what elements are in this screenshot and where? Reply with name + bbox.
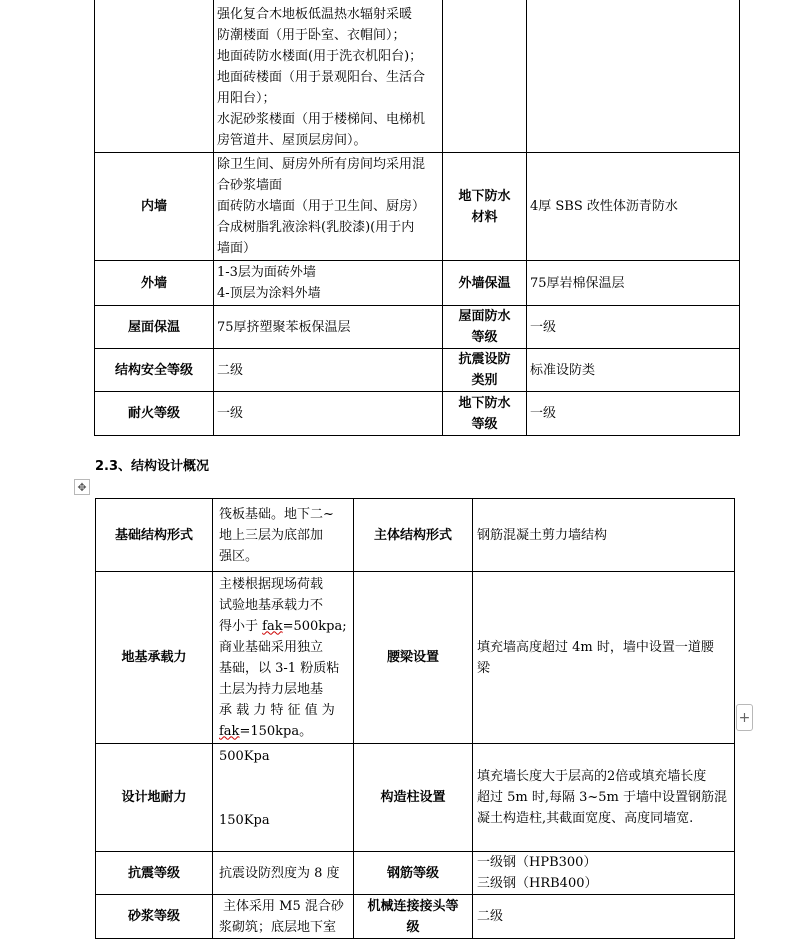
- bearing-capacity-value: [213, 572, 354, 744]
- text-line: [219, 616, 349, 637]
- empty-cell: [95, 0, 214, 153]
- label-line: 地下防水: [458, 188, 511, 204]
- table-row: [96, 895, 735, 939]
- label-line: 等级: [471, 330, 498, 345]
- inner-wall-value: [214, 153, 443, 261]
- table-row: [95, 261, 740, 306]
- structure-design-table: [95, 498, 735, 939]
- label-line: 级: [406, 919, 420, 935]
- outer-wall-value: [214, 261, 443, 306]
- text-line: 防潮楼面（用于卧室、衣帽间）；: [217, 28, 406, 43]
- row-label: 构造柱设置: [354, 744, 473, 852]
- underground-waterproof-grade-value: 一级: [527, 392, 740, 436]
- row-label: 腰梁设置: [354, 572, 473, 744]
- text-line: 除卫生间、厨房外所有房间均采用混: [217, 157, 426, 172]
- empty-cell: [443, 0, 527, 153]
- row-label: 外墙保温: [443, 261, 527, 306]
- seismic-grade-value: 抗震设防烈度为 8 度: [213, 852, 354, 895]
- label-line: 机械连接接头等: [367, 898, 459, 914]
- design-capacity-value: [213, 744, 354, 852]
- text-line: 基础，以 3-1 粉质粘: [219, 660, 340, 676]
- label-line: 材料: [471, 209, 498, 225]
- table-row: [95, 306, 740, 349]
- roof-insulation-value: 75厚挤塑聚苯板保温层: [214, 306, 443, 349]
- text-line: 三级钢（HRB400）: [477, 876, 598, 891]
- row-label: [443, 153, 527, 261]
- row-label: [443, 306, 527, 349]
- mortar-grade-value: [213, 895, 354, 939]
- text-part: =500kpa;: [282, 618, 347, 634]
- table-row: [96, 499, 735, 572]
- text-line: 用阳台）；: [217, 91, 276, 106]
- floor-finish-cell: [214, 0, 443, 153]
- roof-waterproof-grade-value: 一级: [527, 306, 740, 349]
- text-line: 地面砖防水楼面(用于洗衣机阳台)；: [217, 49, 423, 64]
- label-line: 抗震设防: [458, 352, 511, 367]
- text-line: 合成树脂乳液涂料(乳胶漆)(用于内: [217, 220, 415, 235]
- row-label: 砂浆等级: [96, 895, 213, 939]
- text-line: 筏板基础。地下二~: [219, 506, 334, 522]
- seismic-category-value: 标准设防类: [527, 349, 740, 392]
- text-part: fak: [262, 618, 283, 634]
- text-line: 一级钢（HPB300）: [477, 855, 597, 870]
- row-label: 屋面保温: [95, 306, 214, 349]
- text-line: 填充墙高度超过 4m 时，墙中设置一道腰: [477, 639, 714, 655]
- text-line: 强区。: [219, 548, 259, 564]
- foundation-value: [213, 499, 354, 572]
- text-part: =150kpa。: [239, 723, 313, 739]
- building-overview-table: [94, 0, 740, 436]
- underground-waterproof-material-value: 4厚 SBS 改性体沥青防水: [527, 153, 740, 261]
- text-line: 水泥砂浆楼面（用于楼梯间、电梯机: [217, 112, 426, 127]
- row-label: [354, 895, 473, 939]
- main-structure-value: 钢筋混凝土剪力墙结构: [473, 499, 735, 572]
- row-label: [443, 349, 527, 392]
- text-line: 商业基础采用独立: [219, 639, 324, 655]
- table-row: [96, 852, 735, 895]
- text-line: 超过 5m 时,每隔 3~5m 于墙中设置钢筋混: [477, 790, 728, 805]
- text-line: 主楼根据现场荷载: [219, 576, 324, 592]
- text-line: 合砂浆墙面: [217, 178, 283, 193]
- text-part: fak: [219, 723, 240, 739]
- label-line: 屋面防水: [458, 309, 511, 324]
- row-label: 主体结构形式: [354, 499, 473, 572]
- table-row: [96, 572, 735, 744]
- row-label: 耐火等级: [95, 392, 214, 436]
- row-label: 基础结构形式: [96, 499, 213, 572]
- plus-icon[interactable]: +: [736, 704, 753, 731]
- text-line: 地上三层为底部加: [219, 527, 324, 543]
- text-line: 4-顶层为涂料外墙: [217, 286, 321, 301]
- text-line: 强化复合木地板低温热水辐射采暖: [217, 7, 413, 22]
- rebar-grade-value: [473, 852, 735, 895]
- row-label: 结构安全等级: [95, 349, 214, 392]
- table-row: [95, 153, 740, 261]
- label-line: 地下防水: [458, 395, 511, 411]
- table-row: [95, 349, 740, 392]
- row-label: 设计地耐力: [96, 744, 213, 852]
- text-line: 150Kpa: [219, 813, 270, 828]
- fire-rating-value: 一级: [214, 392, 443, 436]
- row-label: 地基承载力: [96, 572, 213, 744]
- text-line: 1-3层为面砖外墙: [217, 265, 316, 280]
- text-line: 试验地基承载力不: [219, 597, 324, 613]
- text-line: 梁: [477, 660, 491, 676]
- row-label: 抗震等级: [96, 852, 213, 895]
- text-line: 凝土构造柱,其截面宽度、高度同墙宽.: [477, 811, 694, 826]
- text-line: 地面砖楼面（用于景观阳台、生活合: [217, 70, 426, 85]
- text-line: 填充墙长度大于层高的2倍或填充墙长度: [477, 769, 707, 784]
- text-line: [219, 721, 349, 742]
- text-line: 房管道井、屋顶层房间）。: [217, 133, 367, 148]
- text-line: 500Kpa: [219, 749, 270, 764]
- text-line: 面砖防水墙面（用于卫生间、厨房）: [217, 199, 426, 214]
- text-part: 得小于: [219, 618, 263, 634]
- row-label: 外墙: [95, 261, 214, 306]
- section-heading: 2.3、结构设计概况: [95, 459, 210, 474]
- row-label: 钢筋等级: [354, 852, 473, 895]
- empty-cell: [527, 0, 740, 153]
- waist-beam-value: [473, 572, 735, 744]
- construction-column-value: [473, 744, 735, 852]
- text-line: 土层为持力层地基: [219, 681, 324, 697]
- label-line: 类别: [471, 373, 498, 388]
- table-row: [96, 744, 735, 852]
- mechanical-joint-grade-value: 二级: [473, 895, 735, 939]
- move-icon[interactable]: ✥: [74, 479, 90, 495]
- row-label: 内墙: [95, 153, 214, 261]
- text-line: 主体采用 M5 混合砂: [223, 898, 344, 914]
- table-row: [95, 392, 740, 436]
- structure-safety-value: 二级: [214, 349, 443, 392]
- text-line: 浆砌筑；底层地下室: [219, 919, 337, 935]
- table-row: [95, 0, 740, 153]
- row-label: [443, 392, 527, 436]
- text-line: 承 载 力 特 征 值 为: [219, 702, 335, 718]
- label-line: 等级: [471, 416, 498, 432]
- outer-wall-insulation-value: 75厚岩棉保温层: [527, 261, 740, 306]
- text-line: 墙面）: [217, 241, 257, 256]
